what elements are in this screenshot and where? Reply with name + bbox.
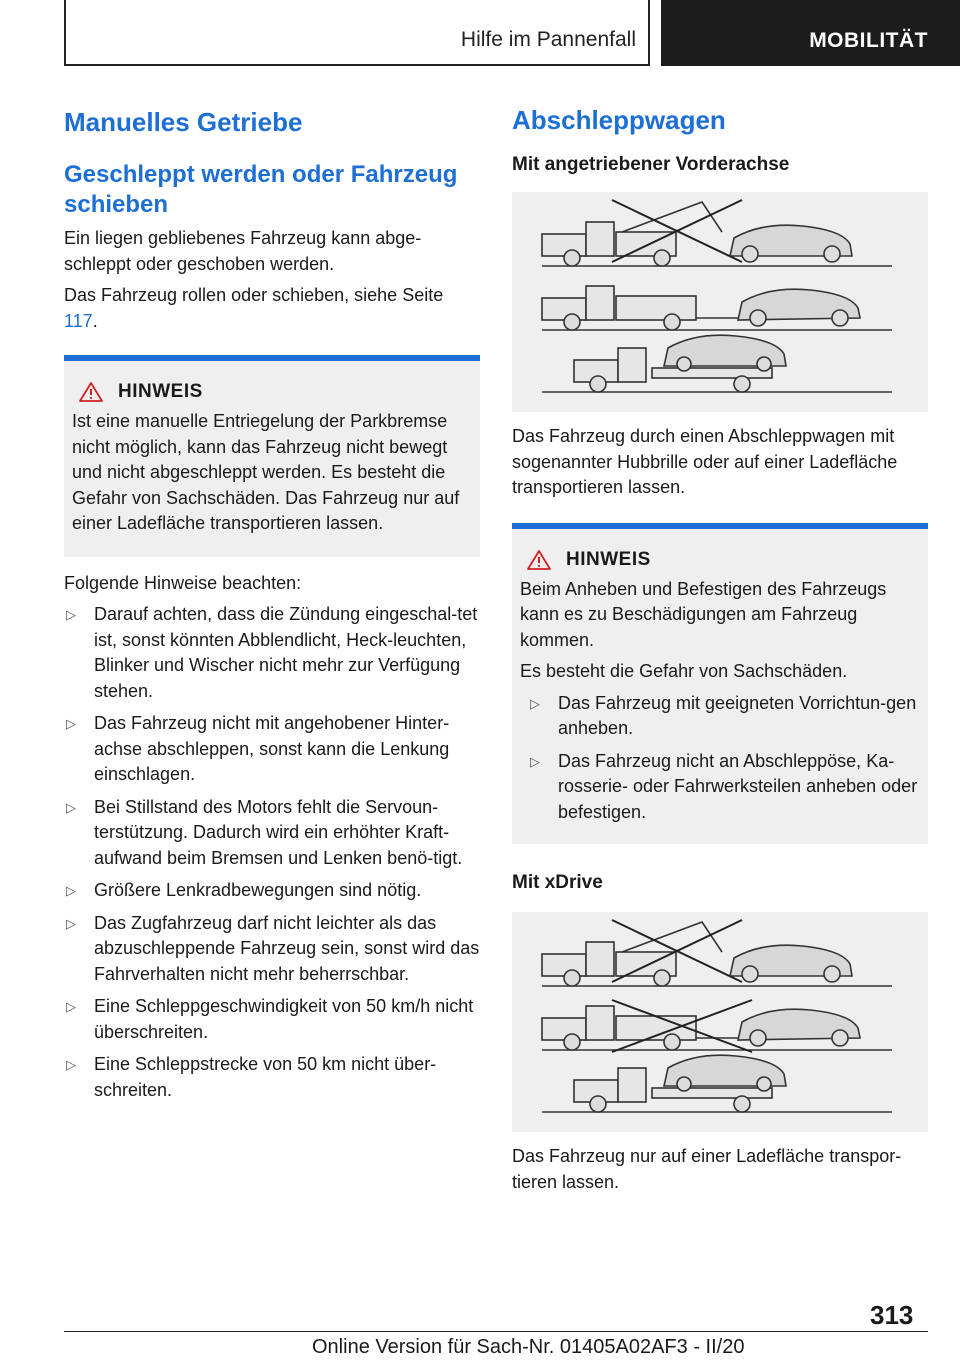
hints-list [64, 602, 480, 1103]
list-item-text: Darauf achten, dass die Zündung eingeschal‐tet ist, sonst könnten Abblendlicht, Heck‐leuchten, Blinker und Wischer nicht mehr zur Verfügung stehen. [94, 604, 478, 701]
list-item [520, 749, 918, 826]
note-title: HINWEIS [118, 381, 203, 402]
list-item-text: Eine Schleppgeschwindigkeit von 50 km/h nicht überschreiten. [94, 996, 474, 1042]
list-item-text: Größere Lenkradbewegungen sind nötig. [94, 880, 422, 900]
caption-front-axle: Das Fahrzeug durch einen Abschleppwagen mit sogenannter Hubbrille oder auf einer Ladefläche transportieren lassen. [512, 426, 898, 497]
warning-triangle-icon [78, 381, 104, 403]
header-underline [64, 64, 650, 66]
list-item-text: Das Zugfahrzeug darf nicht leichter als das abzuschleppende Fahrzeug sein, sonst wird das Fahrverhalten nicht mehr beherrschbar. [94, 912, 480, 984]
tow-truck-diagram-2 [512, 912, 928, 1132]
towing-illustration-front-axle [512, 192, 928, 412]
reference-period: . [92, 310, 98, 331]
list-item [64, 878, 480, 904]
list-item [64, 1052, 480, 1103]
list-item-text: Das Fahrzeug nicht mit angehobener Hinter‐achse abschleppen, sonst kann die Lenkung einschlagen. [94, 713, 450, 784]
towing-illustration-xdrive [512, 912, 928, 1132]
warning-note-box [64, 355, 480, 557]
note-header [526, 549, 918, 571]
page-link-117[interactable]: 117 [64, 310, 93, 331]
bullet-triangle-icon: ▷ [530, 753, 540, 769]
footer-rule [64, 1331, 928, 1332]
section-title-manual-gearbox: Manuelles Getriebe [64, 107, 303, 137]
note-text: Ist eine manuelle Entriegelung der Parkbremse nicht möglich, kann das Fahrzeug nicht bewegt und nicht abgeschleppt werden. Es besteht die Gefahr von Sachschäden. Das Fahrzeug nur auf einer Ladefläche transportieren lassen. [72, 411, 460, 533]
header-right-rule [648, 0, 650, 66]
bullet-triangle-icon: ▷ [66, 799, 76, 815]
bullet-triangle-icon: ▷ [66, 883, 76, 898]
list-item-text: Das Fahrzeug mit geeigneten Vorrichtun‐gen anheben. [558, 692, 917, 738]
bullet-triangle-icon: ▷ [66, 1057, 76, 1072]
section-title-tow-truck: Abschleppwagen [512, 105, 726, 135]
bullet-triangle-icon: ▷ [66, 999, 76, 1014]
header-left-rule [64, 0, 66, 66]
list-item-text: Eine Schleppstrecke von 50 km nicht über‐schreiten. [94, 1054, 437, 1100]
header-chapter-tab [661, 0, 960, 66]
list-item [64, 602, 480, 704]
list-item [64, 994, 480, 1045]
reference-text: Das Fahrzeug rollen oder schieben, siehe Seite [64, 285, 444, 305]
list-item [520, 691, 918, 742]
list-intro: Folgende Hinweise beachten: [64, 572, 302, 593]
bullet-triangle-icon: ▷ [66, 716, 76, 731]
note-text-2: Es besteht die Gefahr von Sachschäden. [520, 661, 848, 681]
note-title: HINWEIS [566, 548, 651, 570]
note-text-1: Beim Anheben und Befestigen des Fahrzeugs kann es zu Beschädigungen am Fahrzeug kommen. [520, 578, 887, 650]
warning-note-box-2 [512, 523, 928, 845]
footer-online-version: Online Version für Sach-Nr. 01405A02AF3 - II/20 [312, 1336, 745, 1358]
page-number: 313 [870, 1300, 914, 1330]
subsection-front-axle: Mit angetriebener Vorderachse [512, 154, 790, 175]
warning-triangle-icon [526, 549, 552, 571]
list-item [64, 911, 480, 988]
right-column [512, 100, 928, 1195]
list-item [64, 795, 480, 872]
list-item-text: Das Fahrzeug nicht an Abschleppöse, Ka‐rosserie- oder Fahrwerksteilen anheben oder befestigen. [558, 750, 918, 822]
tow-truck-diagram-1 [512, 192, 928, 412]
note-header [78, 381, 470, 403]
list-item [64, 711, 480, 788]
subsection-title-towing: Geschleppt werden oder Fahrzeug schieben [64, 161, 458, 218]
list-item-text: Bei Stillstand des Motors fehlt die Servoun‐terstützung. Dadurch wird ein erhöhter Kraft‐aufwand beim Bremsen und Lenken benö‐tigt. [94, 796, 463, 868]
caption-xdrive: Das Fahrzeug nur auf einer Ladefläche transpor‐tieren lassen. [512, 1146, 902, 1192]
bullet-triangle-icon: ▷ [530, 695, 540, 711]
bullet-triangle-icon: ▷ [66, 607, 76, 622]
left-column [64, 100, 480, 1110]
subsection-xdrive: Mit xDrive [512, 872, 603, 893]
header-section-title: Hilfe im Pannenfall [460, 28, 636, 51]
header-chapter-label: MOBILITÄT [809, 29, 928, 52]
bullet-triangle-icon: ▷ [66, 915, 76, 931]
reference-paragraph [64, 283, 480, 334]
intro-paragraph: Ein liegen gebliebenes Fahrzeug kann abge‐schleppt oder geschoben werden. [64, 228, 422, 274]
